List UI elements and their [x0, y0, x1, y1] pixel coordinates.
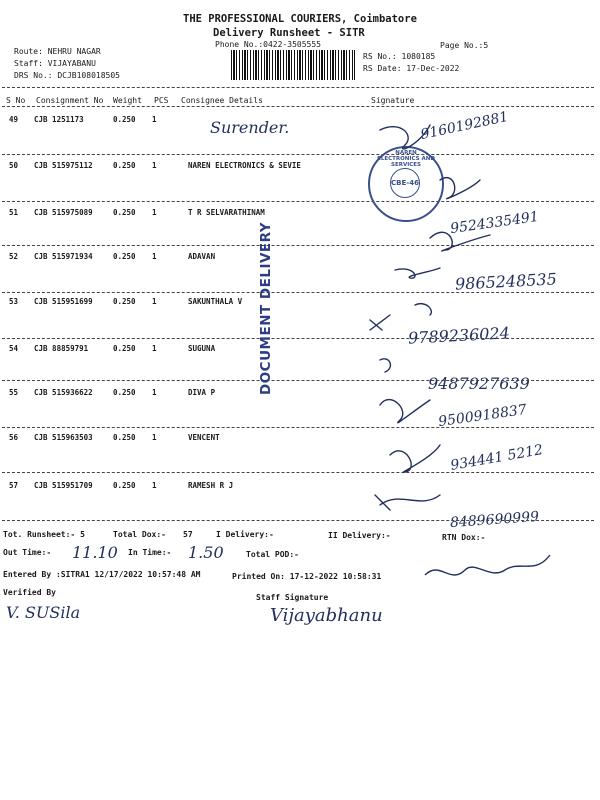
row-consignee: ADAVAN	[188, 252, 216, 261]
signature-phone: 9160192881	[419, 108, 510, 144]
staff-signature: Vijayabhanu	[270, 605, 383, 626]
phone-number: Phone No.:0422-3505555	[215, 40, 321, 49]
divider	[2, 106, 594, 107]
col-sno: S No	[6, 96, 26, 105]
row-weight: 0.250	[113, 208, 136, 217]
signature-stroke	[395, 268, 440, 278]
divider	[2, 520, 594, 521]
handwritten-name: Surender.	[210, 118, 290, 137]
in-time-value: 1.50	[188, 543, 224, 562]
divider	[2, 87, 594, 88]
row-consignment: CJB 515963503	[34, 433, 93, 442]
row-consignee: SUGUNA	[188, 344, 216, 353]
signature-stroke	[430, 232, 490, 251]
row-pcs: 1	[152, 481, 157, 490]
col-weight: Weight	[113, 96, 142, 105]
route: Route: NEHRU NAGAR	[14, 47, 101, 56]
row-pcs: 1	[152, 297, 157, 306]
tot-runsheet: Tot. Runsheet:- 5	[3, 530, 85, 539]
signature-stroke	[390, 445, 440, 472]
out-time-label: Out Time:-	[3, 548, 52, 557]
company-name: THE PROFESSIONAL COURIERS, Coimbatore	[183, 13, 417, 25]
row-consignment: CJB 515975089	[34, 208, 93, 217]
sheet-title: Delivery Runsheet - SITR	[213, 27, 365, 39]
page-number: Page No.:5	[440, 41, 489, 50]
total-pod: Total POD:-	[246, 550, 299, 559]
row-pcs: 1	[152, 208, 157, 217]
row-consignee: NAREN ELECTRONICS & SEVIE	[188, 161, 301, 170]
rs-date: RS Date: 17-Dec-2022	[363, 64, 460, 73]
stamp-ring-text: NAREN ELECTRONICS AND SERVICES	[377, 150, 435, 168]
signature-phone: 9524335491	[449, 208, 540, 238]
signature-phone: 9789236024	[407, 323, 511, 348]
signature-phone: 9500918837	[437, 401, 528, 431]
stamp-center: CBE-46	[390, 168, 420, 198]
staff-signature-label: Staff Signature	[256, 593, 329, 602]
signature-scribbles	[360, 110, 590, 520]
row-pcs: 1	[152, 433, 157, 442]
row-pcs: 1	[152, 344, 157, 353]
col-consignee: Consignee Details	[181, 96, 263, 105]
barcode	[231, 50, 355, 80]
row-consignment: CJB 515936622	[34, 388, 93, 397]
row-pcs: 1	[152, 161, 157, 170]
row-weight: 0.250	[113, 161, 136, 170]
in-time-label: In Time:-	[128, 548, 172, 557]
row-sno: 57	[9, 481, 19, 490]
total-dox-label: Total Dox:-	[113, 530, 166, 539]
row-sno: 56	[9, 433, 19, 442]
signature-stroke	[440, 178, 480, 199]
row-weight: 0.250	[113, 344, 136, 353]
staff: Staff: VIJAYABANU	[14, 59, 96, 68]
col-signature: Signature	[371, 96, 415, 105]
col-pcs: PCS	[154, 96, 169, 105]
row-consignee: SAKUNTHALA V	[188, 297, 243, 306]
i-delivery: I Delivery:-	[216, 530, 274, 539]
col-consignment: Consignment No	[36, 96, 104, 105]
rs-number: RS No.: 1080185	[363, 52, 436, 61]
row-consignee: DIVA P	[188, 388, 216, 397]
row-consignment: CJB 515951709	[34, 481, 93, 490]
out-time-value: 11.10	[72, 543, 118, 562]
signature-phone: 8489690999	[449, 508, 540, 532]
signature-stroke	[380, 359, 390, 372]
signature-stroke	[370, 315, 390, 330]
row-sno: 51	[9, 208, 19, 217]
row-consignee: RAMESH R J	[188, 481, 234, 490]
signature-phone: 9865248535	[454, 269, 558, 294]
row-weight: 0.250	[113, 297, 136, 306]
drs-number: DRS No.: DCJB108018505	[14, 71, 120, 80]
row-weight: 0.250	[113, 115, 136, 124]
row-weight: 0.250	[113, 481, 136, 490]
row-consignee: VENCENT	[188, 433, 220, 442]
signature-stroke	[415, 304, 431, 315]
ii-delivery: II Delivery:-	[328, 531, 391, 540]
verified-by: Verified By	[3, 588, 56, 597]
row-sno: 55	[9, 388, 19, 397]
row-consignee: T R SELVARATHINAM	[188, 208, 265, 217]
printed-on: Printed On: 17-12-2022 10:58:31	[232, 572, 382, 581]
document-delivery-stamp: DOCUMENT DELIVERY	[258, 221, 274, 395]
row-pcs: 1	[152, 252, 157, 261]
row-sno: 50	[9, 161, 19, 170]
signature-phone: 9487927639	[428, 374, 530, 393]
row-pcs: 1	[152, 388, 157, 397]
row-consignment: CJB 1251173	[34, 115, 84, 124]
rtn-signature	[420, 540, 560, 590]
entered-by: Entered By :SITRA1 12/17/2022 10:57:48 AM	[3, 570, 201, 579]
signature-phone: 934441 5212	[449, 442, 545, 474]
signature-stroke	[380, 125, 430, 149]
verified-signature: V. SUSila	[6, 603, 81, 622]
row-sno: 54	[9, 344, 19, 353]
row-weight: 0.250	[113, 388, 136, 397]
row-pcs: 1	[152, 115, 157, 124]
row-consignment: CJB 88859791	[34, 344, 89, 353]
row-weight: 0.250	[113, 252, 136, 261]
row-sno: 49	[9, 115, 19, 124]
rtn-dox: RTN Dox:-	[442, 533, 486, 542]
total-dox-value: 57	[183, 530, 193, 539]
row-consignment: CJB 515975112	[34, 161, 93, 170]
signature-stroke	[380, 400, 430, 423]
row-consignment: CJB 515951699	[34, 297, 93, 306]
row-weight: 0.250	[113, 433, 136, 442]
row-consignment: CJB 515971934	[34, 252, 93, 261]
row-sno: 52	[9, 252, 19, 261]
signature-stroke	[375, 495, 440, 510]
row-sno: 53	[9, 297, 19, 306]
